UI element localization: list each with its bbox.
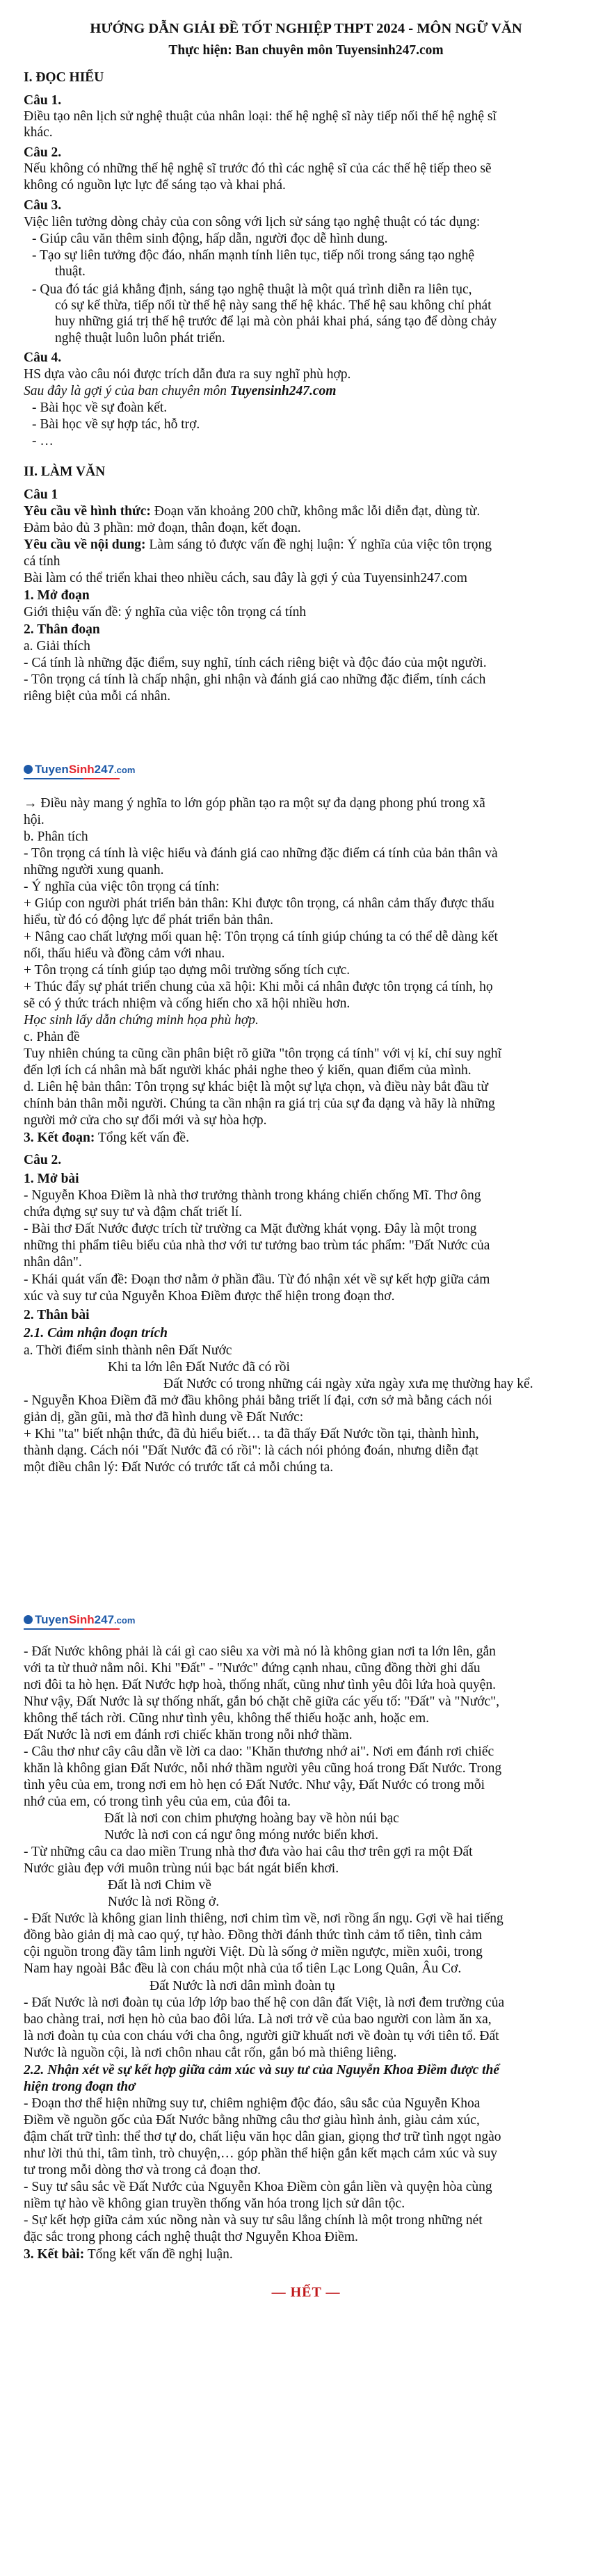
text-line: 3. Kết đoạn: Tổng kết vấn đề. [24,1131,189,1145]
logo-text: Tuyen [35,1613,69,1626]
text-line: — HẾT — [271,2285,341,2300]
text-line: bao chàng trai, nơi hẹn hò của bao đôi lứa. Là nơi trở về của bao người con làm ăn xa, [24,2012,492,2027]
logo-text: Sinh [68,763,95,776]
text-line: - Sự kết hợp giữa cảm xúc nồng nàn và suy tư sâu lắng chính là một trong những nét [24,2213,483,2228]
text-line: Bài làm có thể triển khai theo nhiều cách, sau đây là gợi ý của Tuyensinh247.com [24,571,467,585]
text-line: a. Giải thích [24,639,90,654]
text-line: a. Thời điểm sinh thành nên Đất Nước [24,1343,232,1358]
text-line: → Điều này mang ý nghĩa to lớn góp phần tạo ra một sự đa dạng phong phú trong xã [24,796,485,811]
text-line: Yêu cầu về nội dung: Làm sáng tỏ được vấn đề nghị luận: Ý nghĩa của việc tôn trọng [24,537,492,552]
text-line: với ta từ thuở nằm nôi. Khi "Đất" - "Nước" đứng cạnh nhau, cũng đồng thời ghi dấu [24,1661,481,1676]
text-line: Đảm bảo đủ 3 phần: mở đoạn, thân đoạn, kết đoạn. [24,521,301,535]
text-line: Đất Nước là nơi dân mình đoàn tụ [150,1979,335,1993]
text-line: Sau đây là gợi ý của ban chuyên môn Tuyensinh247.com [24,384,337,398]
text-line: - … [32,434,54,448]
text-line: sẽ có ý thức trách nhiệm và cống hiến cho xã hội nhiều hơn. [24,996,351,1011]
text-line: nghệ thuật luôn luôn phát triển. [55,331,225,346]
text-line: hiện trong đoạn thơ [24,2080,136,2094]
text-line: Điều tạo nên lịch sử nghệ thuật của nhân loại: thế hệ nghệ sĩ này tiếp nối thế hệ nghệ sĩ [24,109,497,124]
text-line: Học sinh lấy dẫn chứng minh họa phù hợp. [24,1013,259,1028]
text-line: - Nguyễn Khoa Điềm là nhà thơ trưởng thành trong kháng chiến chống Mĩ. Thơ ông [24,1188,481,1203]
text-line: + Nâng cao chất lượng mối quan hệ: Tôn trọng cá tính giúp chúng ta có thể dễ dàng kết [24,930,498,944]
text-line: + Tôn trọng cá tính giúp tạo dựng môi trường sống tích cực. [24,963,351,978]
text-line: - Từ những câu ca dao miền Trung nhà thơ đưa vào hai câu thơ trên gợi ra một Đất [24,1845,473,1859]
text-line: chính bản thân mỗi người. Chúng ta cần nhận ra giá trị của sự đa dạng và hãy là những [24,1096,495,1111]
text-line: - Cá tính là những đặc điểm, suy nghĩ, tính cách riêng biệt và độc đáo của một người. [24,656,487,670]
text-line: nhớ của em, có trong tình yêu của em, của đôi ta. [24,1795,291,1809]
logo [24,1613,135,1628]
document-subtitle: Thực hiện: Ban chuyên môn Tuyensinh247.com [168,43,444,58]
text-line: - Đoạn thơ thể hiện những suy tư, chiêm nghiệm độc đáo, sâu sắc của Nguyễn Khoa [24,2096,481,2111]
text-line: Đất Nước có trong những cái ngày xửa ngày xưa mẹ thường hay kể. [163,1377,533,1391]
text-line: - Bài học về sự đoàn kết. [32,400,168,415]
text-line: chứa đựng sự suy tư và đậm chất triết lí. [24,1205,243,1220]
text-line: huy những giá trị thế hệ trước để lại mà còn phải khai phá, sáng tạo để dòng chảy [55,314,497,329]
text-line: hội. [24,813,45,827]
text-line: khác. [24,125,53,140]
text-line: Đất là nơi con chim phượng hoàng bay về hòn núi bạc [104,1811,399,1826]
text-line: Đất là nơi Chim về [108,1878,211,1893]
text-line: Nếu không có những thế hệ nghệ sĩ trước đó thì các nghệ sĩ của các thế hệ tiếp theo sẽ [24,161,492,176]
text-line: - Suy tư sâu sắc về Đất Nước của Nguyễn Khoa Điềm còn gắn liền và quyện hòa cùng [24,2180,492,2194]
text-line: d. Liên hệ bản thân: Tôn trọng sự khác biệt là một sự lựa chọn, và điều này bắt đầu từ [24,1080,488,1094]
text-line: - Qua đó tác giả khẳng định, sáng tạo nghệ thuật là một quá trình diễn ra liên tục, [32,282,472,297]
text-line: II. LÀM VĂN [24,464,106,479]
text-line: có sự kế thừa, tiếp nối từ thế hệ này sang thế hệ khác. Thế hệ sau không chỉ phát [55,298,492,313]
text-line: đến lợi ích cá nhân mà bất người khác phải nghe theo ý kiến, quan điểm của mình. [24,1063,472,1078]
text-line: thuật. [55,264,86,279]
text-line: Câu 1 [24,487,58,502]
text-line: - Đất Nước là nơi đoàn tụ của lớp lớp bao thế hệ con dân đất Việt, là nơi đem trường của [24,1995,505,2010]
text-line: Giới thiệu vấn đề: ý nghĩa của việc tôn trọng cá tính [24,605,307,619]
text-line: Khi ta lớn lên Đất Nước đã có rồi [108,1360,290,1375]
logo-mark-icon [24,765,33,774]
logo-text: 247 [94,763,115,776]
text-line: những thi phẩm tiêu biểu của nhà thơ với tư tưởng bao trùm tác phẩm: "Đất Nước của [24,1238,490,1253]
text-line: c. Phản đề [24,1030,80,1044]
text-line: đậm chất trữ tình: thể thơ tự do, chất liệu văn học dân gian, giọng thơ trữ tình ngọt ngào [24,2130,501,2144]
text-line: Đất Nước là nơi em đánh rơi chiếc khăn trong nỗi nhớ thầm. [24,1728,353,1742]
text-line: Câu 2. [24,1153,62,1167]
text-line: hiểu, từ đó có động lực để phát triển bản thân. [24,913,274,927]
text-line: đặc sắc trong phong cách nghệ thuật thơ Nguyễn Khoa Điềm. [24,2230,358,2244]
text-line: giản dị, gần gũi, mà thơ đã hình dung về Đất Nước: [24,1410,304,1425]
logo-text: 247 [94,1613,115,1626]
text-line: nơi đôi ta hò hẹn. Đất Nước hợp hoà, thống nhất, cũng như tình yêu đôi lứa hoà quyện. [24,1678,496,1692]
text-line: Câu 4. [24,350,62,365]
text-line: - Tôn trọng cá tính là chấp nhận, ghi nhận và đánh giá cao những đặc điểm, tính cách [24,672,486,687]
text-line: nối, thấu hiểu và đồng cảm với nhau. [24,946,225,961]
text-line: 3. Kết bài: Tổng kết vấn đề nghị luận. [24,2247,233,2262]
text-line: 2.2. Nhận xét về sự kết hợp giữa cảm xúc và suy tư của Nguyễn Khoa Điềm được thể [24,2063,500,2077]
document-title: HƯỚNG DẪN GIẢI ĐỀ TỐT NGHIỆP THPT 2024 - MÔN NGỮ VĂN [90,21,522,36]
text-line: + Khi "ta" biết nhận thức, đã đủ hiểu biết… ta đã thấy Đất Nước tồn tại, thành hình, [24,1427,479,1441]
logo-text: .com [114,1615,136,1626]
logo-text: Sinh [68,1613,95,1626]
text-line: 1. Mở đoạn [24,588,90,603]
text-line: - Giúp câu văn thêm sinh động, hấp dẫn, người đọc dễ hình dung. [32,232,388,246]
text-line: Tuy nhiên chúng ta cũng cần phân biệt rõ giữa "tôn trọng cá tính" với vị kỉ, chỉ suy nghĩ [24,1046,502,1061]
text-line: nhân dân". [24,1255,82,1270]
text-line: - Bài học về sự hợp tác, hỗ trợ. [32,417,200,432]
text-line: + Thúc đẩy sự phát triển chung của xã hội: Khi mỗi cá nhân được tôn trọng cá tính, họ [24,980,493,994]
text-line: Việc liên tưởng dòng chảy của con sông với lịch sử sáng tạo nghệ thuật có tác dụng: [24,215,481,229]
text-line: những người xung quanh. [24,863,164,877]
text-line: khăn là không gian Đất Nước, nỗi nhớ thầm người yêu cũng hoá trong Đất Nước. Trong [24,1761,502,1776]
text-line: 2. Thân bài [24,1308,90,1322]
text-line: Nước là nơi Rồng ở. [108,1895,220,1909]
text-line: người mở cửa cho sự đổi mới và sự hòa hợp. [24,1113,267,1128]
text-line: b. Phân tích [24,829,88,844]
text-line: đồng bào giản dị mà cao quý, tự hào. Đồng thời đánh thức tình cảm tổ tiên, tình cảm [24,1928,483,1943]
text-line: - Ý nghĩa của việc tôn trọng cá tính: [24,880,220,894]
text-line: không có nguồn lực lực để sáng tạo và khai phá. [24,178,286,193]
text-line: 2.1. Cảm nhận đoạn trích [24,1326,168,1340]
text-line: Câu 3. [24,198,62,213]
text-line: là nơi đoàn tụ của con cháu với cha ông, người giữ khuất nơi về đoàn tụ với tiên tổ. Đất [24,2029,499,2043]
logo [24,763,135,777]
text-line: Điềm về nguồn gốc của Đất Nước bằng những câu thơ giàu hình ảnh, giàu cảm xúc, [24,2113,480,2128]
text-line: I. ĐỌC HIỂU [24,70,104,85]
text-line: tư trong mỗi dòng thơ và trong cả đoạn thơ. [24,2163,261,2178]
text-line: Câu 1. [24,93,62,108]
text-line: tình yêu của em, trong nơi em hò hẹn có Đất Nước. Như vậy, Đất Nước có trong mỗi [24,1778,485,1792]
text-line: HS dựa vào câu nói được trích dẫn đưa ra suy nghĩ phù hợp. [24,367,351,382]
text-line: Nước giàu đẹp với muôn trùng núi bạc bát ngát biển khơi. [24,1861,339,1876]
text-line: cội nguồn trong đầy tâm linh người Việt. Dù là sống ở miền ngược, miền xuôi, trong [24,1945,483,1959]
text-line: thành dạng. Cách nói "Đất Nước đã có rồi": là cách nói phỏng đoán, nhưng diễn đạt [24,1443,478,1458]
text-line: - Khái quát vấn đề: Đoạn thơ nằm ở phần đầu. Từ đó nhận xét về sự kết hợp giữa cảm [24,1272,490,1287]
text-line: - Đất Nước không phải là cái gì cao siêu xa vời mà nó là không gian nơi ta lớn lên, gắn [24,1644,496,1659]
text-line: - Tạo sự liên tưởng độc đáo, nhấn mạnh tính liên tục, tiếp nối trong sáng tạo nghệ [32,248,475,263]
logo-text: .com [114,765,136,775]
text-line: Như vậy, Đất Nước là sự thống nhất, gắn bó chặt chẽ giữa các yếu tố: "Đất" và "Nước", [24,1694,499,1709]
text-line: như lời thủ thỉ, tâm tình, trò chuyện,… góp phần thể hiện gắn kết mạch cảm xúc và suy [24,2146,498,2161]
text-line: - Nguyễn Khoa Điềm đã mở đầu không phải bằng triết lí đại, cơn sở mà bằng cách nói [24,1393,492,1408]
logo-mark-icon [24,1615,33,1624]
text-line: Nam hay ngoài Bắc đều là con cháu một nhà của tổ tiên Lạc Long Quân, Âu Cơ. [24,1961,462,1976]
text-line: không thể tách rời. Cũng như tình yêu, không thể thiếu hoặc anh, hoặc em. [24,1711,430,1726]
text-line: Nước là nguồn cội, là nơi chôn nhau cắt rốn, gắn bó mà thiêng liêng. [24,2046,397,2060]
text-line: Nước là nơi con cá ngư ông móng nước biển khơi. [104,1828,379,1842]
text-line: Câu 2. [24,145,62,160]
text-line: niềm tự hào về không gian truyền thống văn hóa trong lịch sử dân tộc. [24,2196,405,2211]
text-line: 1. Mở bài [24,1172,79,1186]
text-line: 2. Thân đoạn [24,622,100,637]
text-line: Yêu cầu về hình thức: Đoạn văn khoảng 200 chữ, không mắc lỗi diễn đạt, dùng từ. [24,504,481,519]
text-line: - Tôn trọng cá tính là việc hiểu và đánh giá cao những đặc điểm cá tính của bản thân và [24,846,498,861]
text-line: - Bài thơ Đất Nước được trích từ trường ca Mặt đường khát vọng. Đây là một trong [24,1222,477,1236]
text-line: - Đất Nước là không gian linh thiêng, nơi chim tìm về, nơi rồng ẩn ngụ. Gợi về hai tiếng [24,1911,504,1926]
text-line: xúc và suy tư của Nguyễn Khoa Điềm được thể hiện trong đoạn thơ. [24,1289,395,1304]
text-line: + Giúp con người phát triển bản thân: Khi được tôn trọng, cá nhân cảm thấy được thấu [24,896,494,911]
text-line: - Câu thơ như cây câu dẫn về lời ca dao: "Khăn thương nhớ ai". Nơi em đánh rơi chiếc [24,1744,494,1759]
text-line: cá tính [24,554,61,569]
logo-text: Tuyen [35,763,69,776]
text-line: một điều chân lý: Đất Nước có trước tất cả mỗi chúng ta. [24,1460,334,1475]
text-line: riêng biệt của mỗi cá nhân. [24,689,171,704]
